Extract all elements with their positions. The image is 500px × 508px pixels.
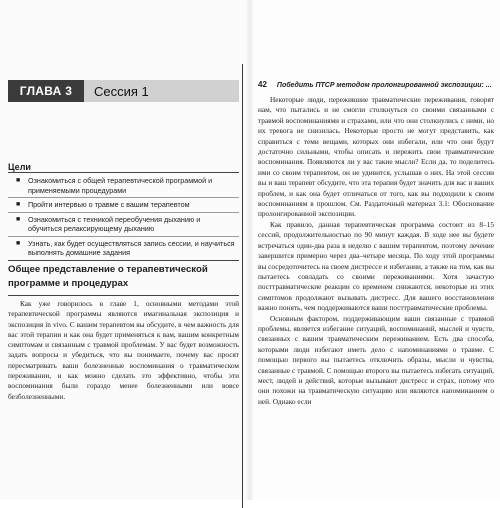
goals-title: Цели [8, 162, 31, 172]
bullet-icon: ■ [16, 177, 21, 184]
running-title: Победить ПТСР методом пролонгированной экспозиции: ... [276, 82, 492, 89]
goals-list [8, 174, 239, 261]
chapter-header [8, 80, 239, 102]
body-paragraph: Некоторые люди, пережившие травматические переживания, говорят нам, что пытались и не смогли столкнуться со своими связанными с травмой воспоминаниями и страхами, или что они столкнулись с ними, но их тревога не снизилась. Некоторые просто не могут представить, как справиться с теми вещами, которых они избегали, или что они будут достаточно сильными, чтобы описать и пережить свои травматические воспоминания. Появляются ли у вас такие мысли? Если да, то поделитесь ими со своим терапевтом, он не удивится, услышав о них. На этой сессии вы и ваш терапевт обсудите, что эта терапия будет значить для вас и ваших проблем, и как она будет отличаться от того, как вы подходили к своим воспоминаниям в прошлом. См. Раздаточный материал 3.1: Обоснование пролонгированной экспозиции. [258, 95, 494, 219]
section-heading: Общее представление о терапевтической программе и процедурах [8, 264, 208, 289]
session-title: Сессия 1 [84, 80, 239, 102]
margin-rule [242, 64, 243, 508]
goal-text: Узнать, как будет осуществляться запись сессии, и научиться выполнять домашние задания [28, 238, 235, 257]
bullet-icon: ■ [16, 239, 21, 247]
running-head [258, 80, 494, 89]
goal-text: Ознакомиться с техникой переобучения дыханию и обучиться релаксирующему дыханию [28, 214, 201, 233]
goal-item [8, 198, 239, 213]
book-gutter [246, 0, 254, 500]
goal-item [8, 237, 239, 261]
goal-text: Ознакомиться с общей терапевтической программой и применяемыми процедурами [28, 176, 213, 195]
section-divider [8, 295, 239, 296]
goal-item [8, 174, 239, 198]
body-paragraph: Как правило, данная терапевтическая программа состоит из 8–15 сессий, продолжительностью по 90 минут каждая. В ходе нее вы будете встречаться один-два раза в неделю с вашим терапевтом, поэтому лечение завершится примерно через два–четыре месяца. По ходу этой программы вы сосредоточитесь на своем дистрессе и избегании, а также на том, как вы пытаетесь совладать со своими переживаниями. Хотя зачастую посттравматические реакции со временем снижаются, некоторые из этих симптомов продолжают вызывать дистресс. Для вашего восстановления важно понять, чем поддерживаются ваши посттравматические проблемы. [258, 219, 494, 313]
right-body [258, 95, 494, 407]
page-number: 42 [258, 80, 267, 89]
body-paragraph: Основным фактором, поддерживающим ваши связанные с травмой проблемы, является избегание ситуаций, воспоминаний, мыслей и чувств, связанных с вашим травматическим переживанием. Есть два способа, которыми люди избегают иметь дело с напоминаниями о травме. С помощью первого вы пытаетесь отключить образы, мысли и чувства, связанные с травмой. С помощью второго вы пытаетесь избегать ситуаций, мест, людей и действий, которые вызывают дистресс и страх, потому что они похожи на травматическую ситуацию или являются напоминанием о ней. Однако если [258, 313, 494, 406]
bullet-icon: ■ [16, 215, 21, 223]
bullet-icon: ■ [16, 201, 21, 208]
chapter-label: ГЛАВА 3 [8, 80, 84, 102]
left-page [0, 0, 250, 500]
body-paragraph: Как уже говорилось в главе 1, основными методами этой терапевтической программы являются имагинальная экспозиция и экспозиция in vivo. С вашим терапевтом вы обсудите, в чем важность для вас этой терапии и как она будет применяться к вам, вашим конкретным симптомам и связанным с травмой проблемам. У вас будет возможность задать вопросы и убедиться, что вы понимаете, почему вас просят пересматривать ваши болезненные воспоминания о травматическом переживании, и как можно сделать это эффективно, чтобы эти воспоминания были гораздо менее болезненными или вовсе безболезненными. [8, 299, 239, 401]
goal-text: Пройти интервью о травме с вашим терапевтом [28, 200, 190, 209]
goal-item [8, 213, 239, 237]
goals-divider [8, 172, 239, 173]
